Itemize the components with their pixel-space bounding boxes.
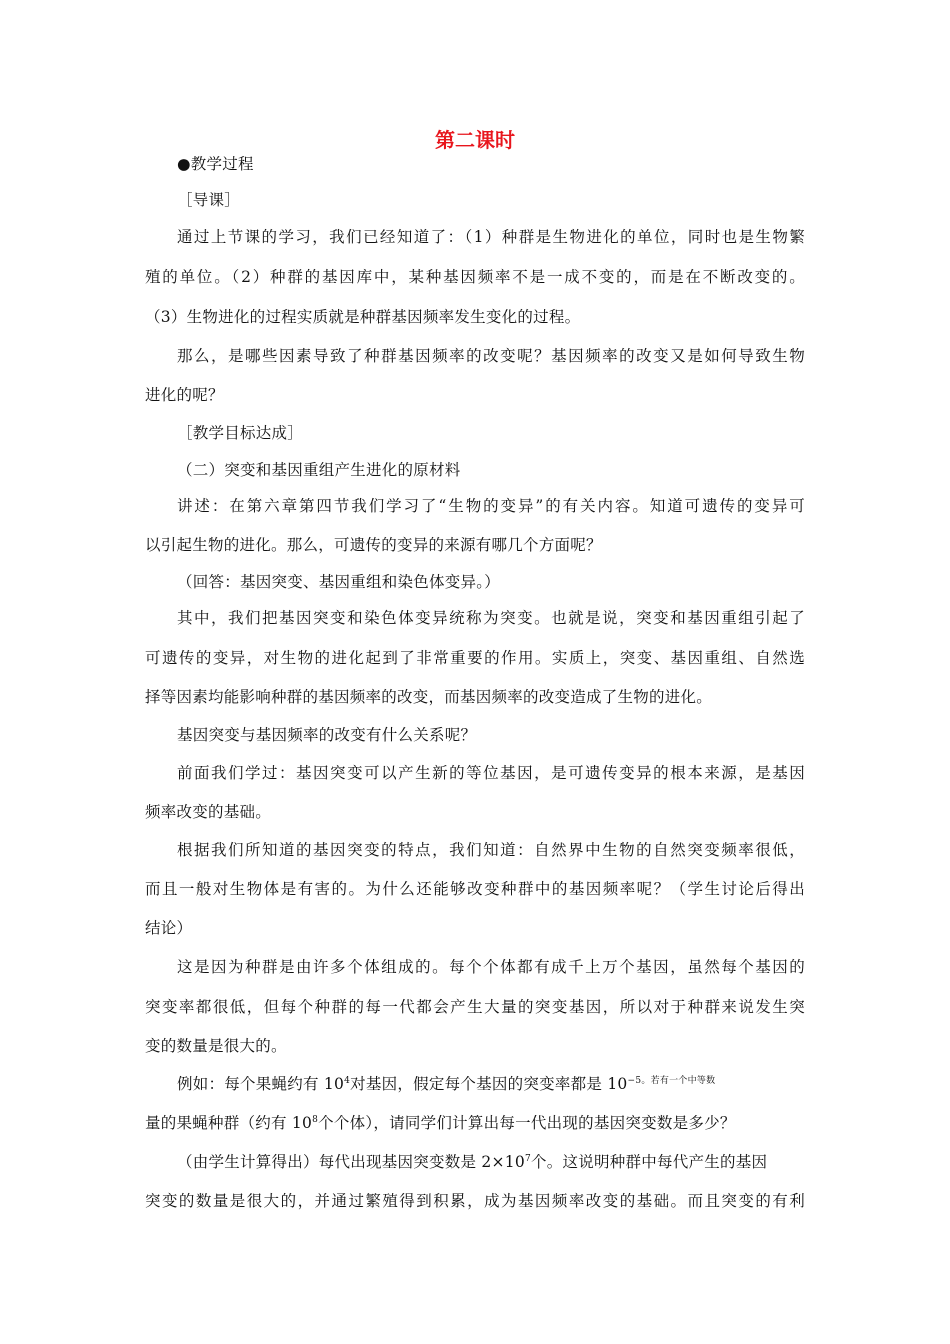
paragraph-line: 那么，是哪些因素导致了种群基因频率的改变呢？基因频率的改变又是如何导致生物 [177,347,805,365]
paragraph-line: 其中，我们把基因突变和染色体变异统称为突变。也就是说，突变和基因重组引起了 [177,609,805,627]
paragraph-line [177,1150,767,1172]
section-heading-teaching-process: ●教学过程 [177,155,254,173]
paragraph-line [177,1072,715,1094]
paragraph-line [145,1111,736,1133]
paragraph-line: 频率改变的基础。 [145,803,272,821]
paragraph-line: 而且一般对生物体是有害的。为什么还能够改变种群中的基因频率呢？（学生讨论后得出 [145,880,805,898]
paragraph-line: 根据我们所知道的基因突变的特点，我们知道：自然界中生物的自然突变频率很低， [177,841,805,859]
paragraph-line: 择等因素均能影响种群的基因频率的改变，而基因频率的改变造成了生物的进化。 [145,688,713,706]
text-run: 对基因，假定每个基因的突变率都是 10 [350,1075,628,1093]
paragraph-line: 变的数量是很大的。 [145,1037,287,1055]
paragraph-line: （3）生物进化的过程实质就是种群基因频率发生变化的过程。 [145,308,581,326]
subheading-objectives: ［教学目标达成］ [177,424,304,442]
paragraph-line: 前面我们学过：基因突变可以产生新的等位基因，是可遗传变异的根本来源，是基因 [177,764,805,782]
superscript: −5。若有一个中等数 [627,1076,716,1086]
paragraph-line: 以引起生物的进化。那么，可遗传的变异的来源有哪几个方面呢？ [145,536,602,554]
paragraph-line: 这是因为种群是由许多个体组成的。每个个体都有成千上万个基因，虽然每个基因的 [177,958,805,976]
subheading-lead-in: ［导课］ [177,191,241,209]
text-run: 个。这说明种群中每代产生的基因 [531,1153,768,1171]
paragraph-line: 进化的呢？ [145,386,224,404]
superscript: 4 [344,1076,351,1086]
paragraph-line: 可遗传的变异，对生物的进化起到了非常重要的作用。实质上，突变、基因重组、自然选 [145,649,805,667]
section-heading-mutation: （二）突变和基因重组产生进化的原材料 [177,461,461,479]
page-title: 第二课时 [435,128,515,152]
text-run: （由学生计算得出）每代出现基因突变数是 2×10 [177,1153,526,1171]
superscript: 7 [525,1154,531,1164]
paragraph-line: 殖的单位。（2）种群的基因库中，某种基因频率不是一成不变的，而是在不断改变的。 [145,268,805,286]
paragraph-line: 讲述：在第六章第四节我们学习了“生物的变异”的有关内容。知道可遗传的变异可 [177,497,805,515]
paragraph-line: 基因突变与基因频率的改变有什么关系呢？ [177,726,477,744]
paragraph-line: 突变率都很低，但每个种群的每一代都会产生大量的突变基因，所以对于种群来说发生突 [145,998,805,1016]
text-run: 个个体），请同学们计算出每一代出现的基因突变数是多少？ [318,1114,736,1132]
paragraph-line: （回答：基因突变、基因重组和染色体变异。） [177,573,501,591]
text-run: 量的果蝇种群（约有 10 [145,1114,313,1132]
paragraph-line: 通过上节课的学习，我们已经知道了：（1）种群是生物进化的单位，同时也是生物繁 [177,228,805,246]
superscript: 8 [312,1115,319,1125]
text-run: 例如：每个果蝇约有 10 [177,1075,345,1093]
paragraph-line: 结论） [145,919,193,937]
paragraph-line: 突变的数量是很大的，并通过繁殖得到积累，成为基因频率改变的基础。而且突变的有利 [145,1192,805,1210]
